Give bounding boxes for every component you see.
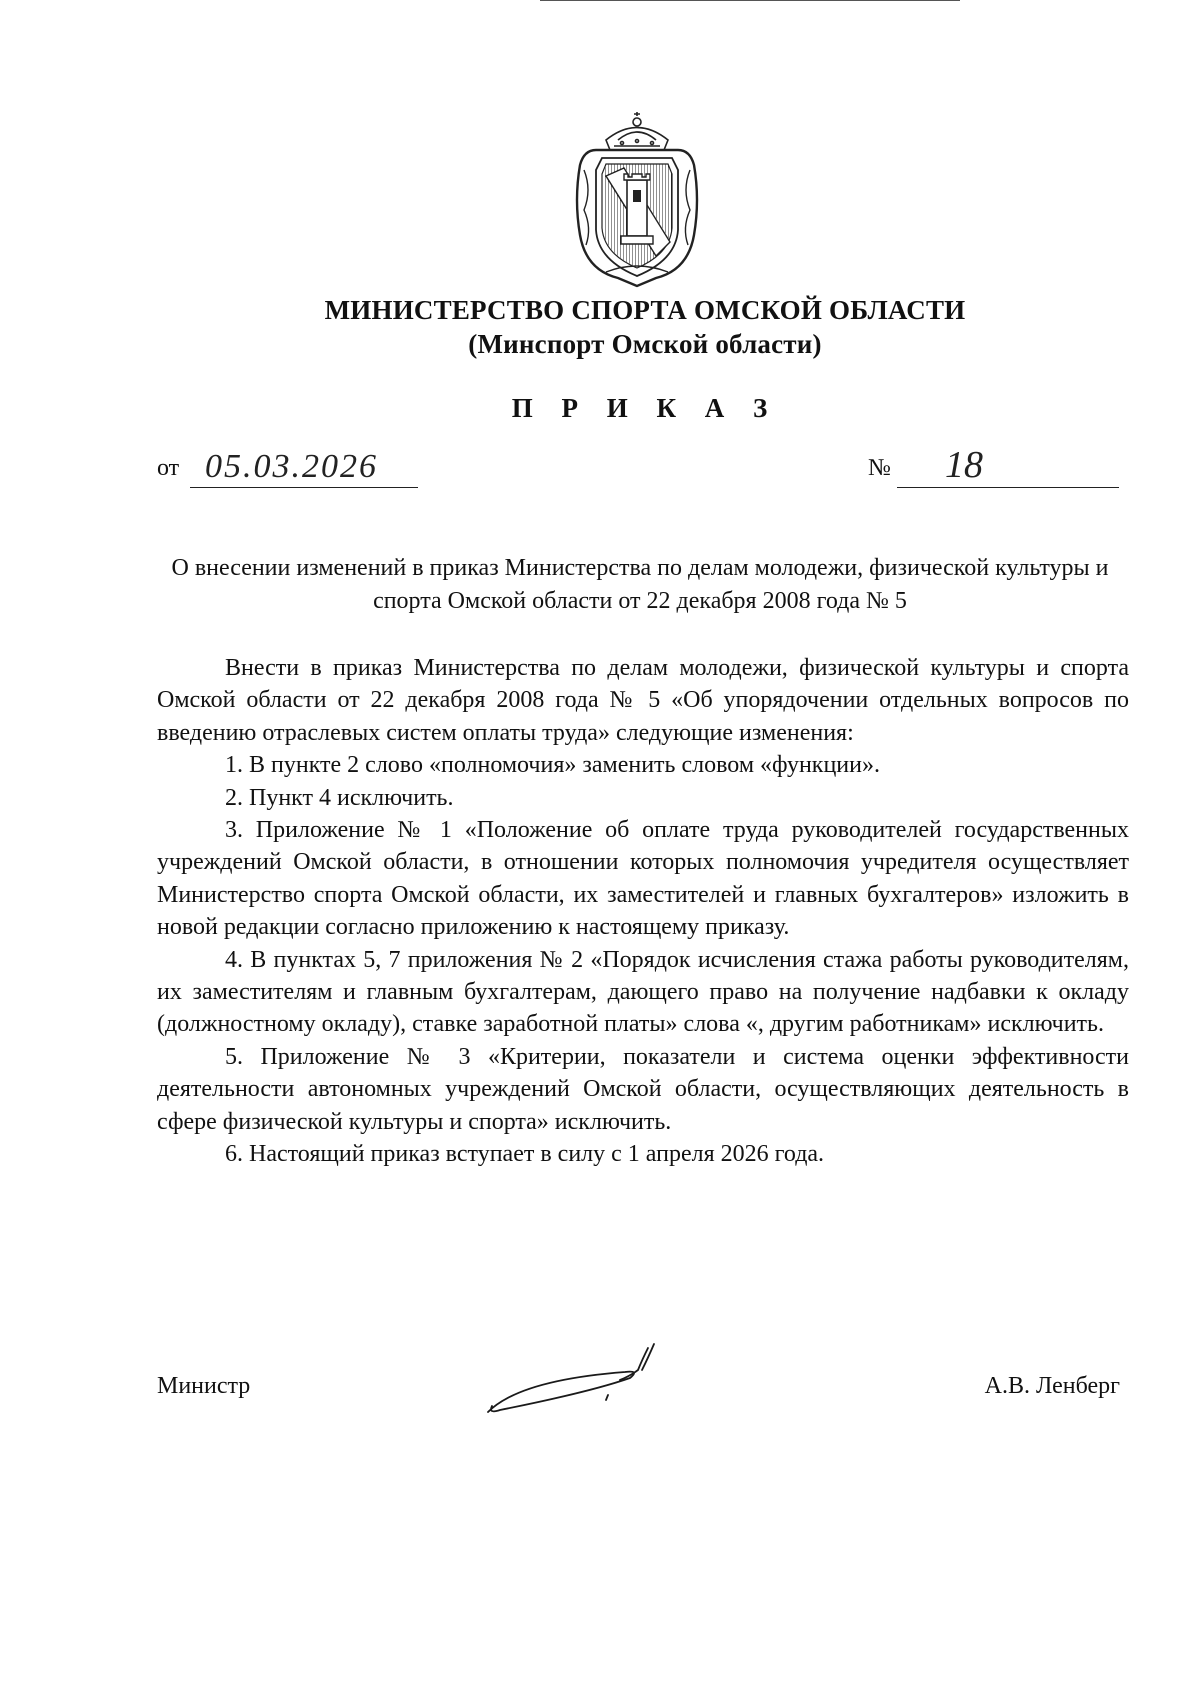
- body-item: 5. Приложение № 3 «Критерии, показатели и система оценки эффективности деятельности автономных учреждений Омской области, осуществляющих деятельность в сфере физической культуры и спорта» исключить.: [157, 1043, 1129, 1135]
- body-item: 3. Приложение № 1 «Положение об оплате труда руководителей государственных учреждений Омской области, в отношении которых полномочия учредителя осуществляет Министерство спорта Омской области, их заместителей и главных бухгалтеров» изложить в новой редакции согласно приложению к настоящему приказу.: [157, 817, 1129, 941]
- body-item: 6. Настоящий приказ вступает в силу с 1 апреля 2026 года.: [225, 1141, 825, 1168]
- handwritten-number: 18: [945, 444, 983, 486]
- body-item: 1. В пункте 2 слово «полномочия» заменить словом «функции».: [225, 752, 880, 779]
- document-body: [157, 652, 1129, 1171]
- ministry-short-name: (Минспорт Омской области): [468, 329, 822, 359]
- omsk-coat-of-arms-icon: [566, 110, 708, 288]
- date-underline: [190, 487, 418, 488]
- number-label: №: [868, 455, 891, 481]
- document-subject: О внесении изменений в приказ Министерства по делам молодежи, физической культуры и спорта Омской области от 22 декабря 2008 года № 5: [171, 555, 1109, 614]
- signer-title: Министр: [157, 1373, 251, 1399]
- body-item: 2. Пункт 4 исключить.: [225, 784, 454, 811]
- handwritten-date: 05.03.2026: [205, 448, 378, 485]
- top-edge-line: [540, 0, 960, 1]
- body-intro: Внести в приказ Министерства по делам молодежи, физической культуры и спорта Омской области от 22 декабря 2008 года № 5 «Об упорядочении отдельных вопросов по введению отраслевых систем оплаты труда» следующие изменения:: [157, 655, 1129, 746]
- date-label: от: [157, 455, 180, 481]
- body-item: 4. В пунктах 5, 7 приложения № 2 «Порядок исчисления стажа работы руководителям, их заместителям и главным бухгалтерам, дающего право на получение надбавки к окладу (должностному окладу), ставке заработной платы» слова «, другим работникам» исключить.: [157, 946, 1129, 1038]
- number-underline: [897, 487, 1119, 488]
- signer-name: А.В. Ленберг: [984, 1373, 1120, 1399]
- ministry-name: МИНИСТЕРСТВО СПОРТА ОМСКОЙ ОБЛАСТИ: [324, 295, 966, 325]
- handwritten-signature-icon: [480, 1340, 700, 1440]
- document-type-title: П Р И К А З: [511, 393, 779, 423]
